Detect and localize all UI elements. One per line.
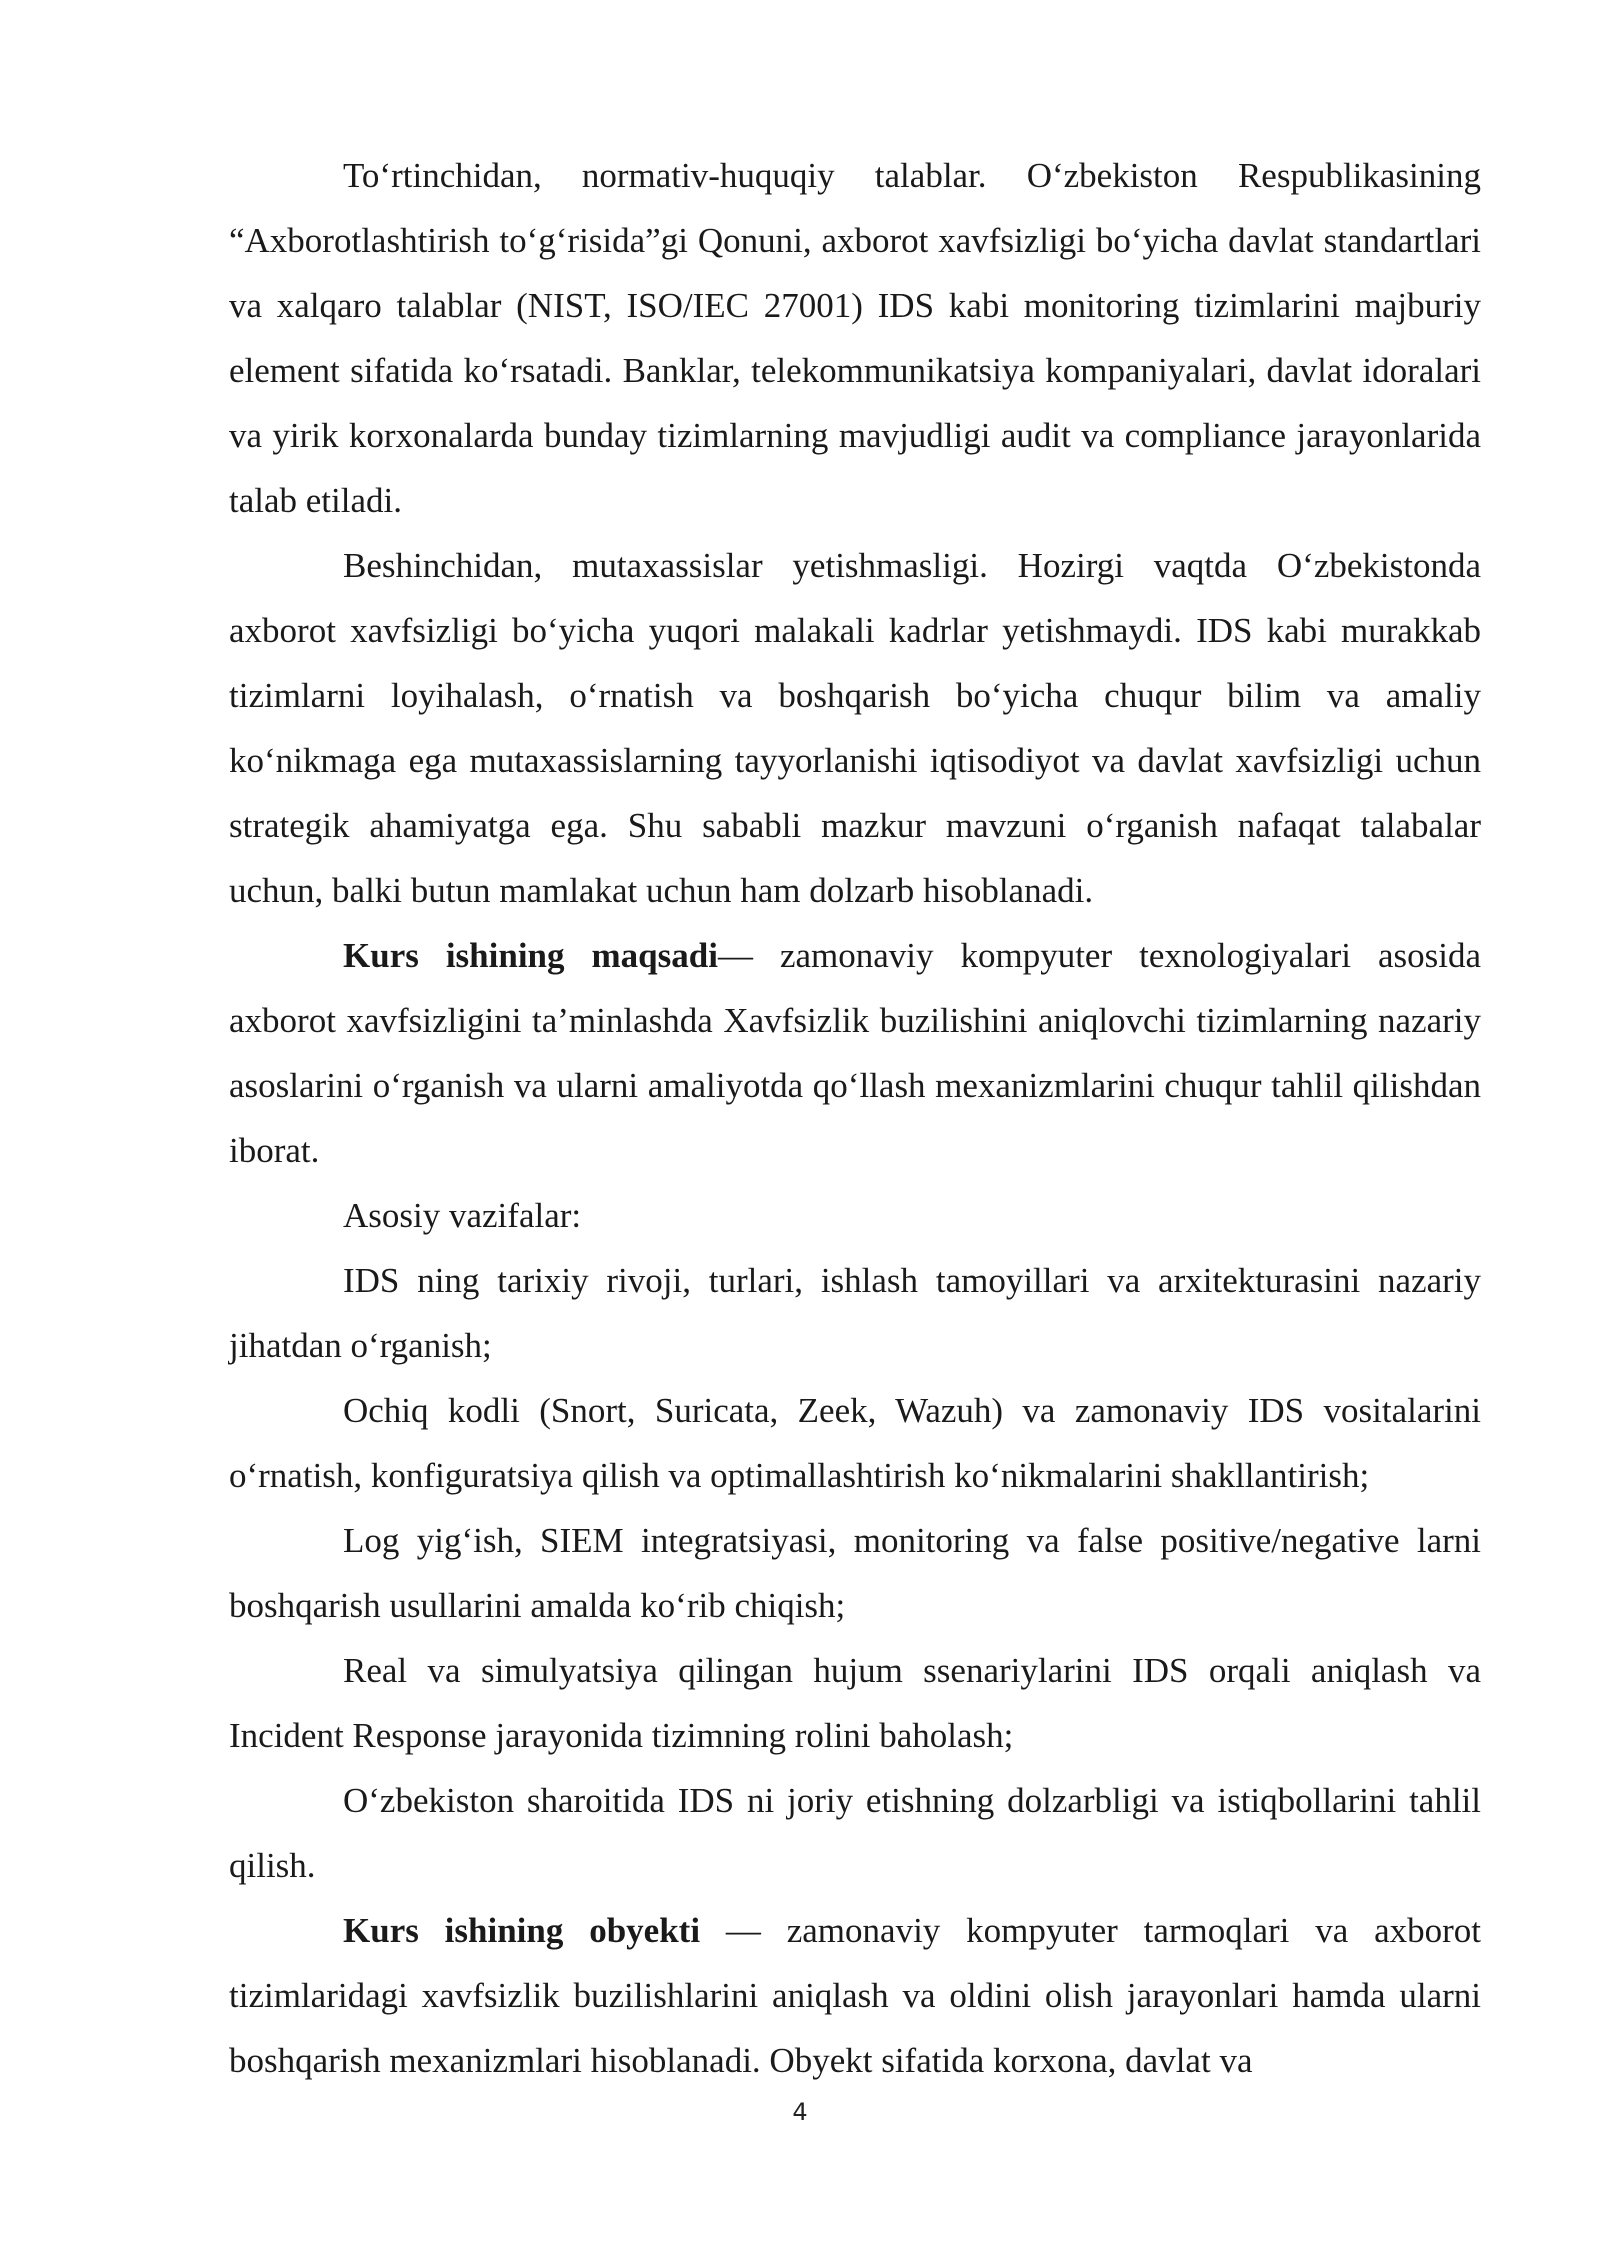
paragraph-task-5 (229, 1768, 1481, 1898)
paragraph-course-object (229, 1898, 1481, 2093)
paragraph-normative-requirements (229, 143, 1481, 533)
paragraph-lead: Kurs ishining obyekti (343, 1911, 701, 1950)
body-text (229, 143, 1481, 2093)
paragraph-course-goal (229, 923, 1481, 1183)
paragraph-text: Ochiq kodli (Snort, Suricata, Zeek, Wazuh) va zamonaviy IDS vositalarini o‘rnatish, konfiguratsiya qilish va optimallashtirish ko‘nikmalarini shakllantirish; (229, 1391, 1481, 1495)
paragraph-task-1 (229, 1248, 1481, 1378)
paragraph-lead: Kurs ishining maqsadi (343, 936, 718, 975)
page-number: 4 (792, 2098, 808, 2126)
paragraph-text: Log yig‘ish, SIEM integratsiyasi, monitoring va false positive/negative larni boshqarish usullarini amalda ko‘rib chiqish; (229, 1521, 1481, 1625)
paragraph-main-tasks-heading (229, 1183, 1481, 1248)
paragraph-specialist-shortage (229, 533, 1481, 923)
paragraph-text: Beshinchidan, mutaxassislar yetishmasligi. Hozirgi vaqtda O‘zbekistonda axborot xavfsizligi bo‘yicha yuqori malakali kadrlar yetishmaydi. IDS kabi murakkab tizimlarni loyihalash, o‘rnatish va boshqarish bo‘yicha chuqur bilim va amaliy ko‘nikmaga ega mutaxassislarning tayyorlanishi iqtisodiyot va davlat xavfsizligi uchun strategik ahamiyatga ega. Shu sababli mazkur mavzuni o‘rganish nafaqat talabalar uchun, balki butun mamlakat uchun ham dolzarb hisoblanadi. (229, 546, 1481, 910)
paragraph-text: — zamonaviy kompyuter tarmoqlari va axborot tizimlaridagi xavfsizlik buzilishlarini aniqlash va oldini olish jarayonlari hamda ularni boshqarish mexanizmlari hisoblanadi. Obyekt sifatida korxona, davlat va (229, 1911, 1481, 2080)
paragraph-text: To‘rtinchidan, normativ-huquqiy talablar. O‘zbekiston Respublikasining “Axborotlashtirish to‘g‘risida”gi Qonuni, axborot xavfsizligi bo‘yicha davlat standartlari va xalqaro talablar (NIST, ISO/IEC 27001) IDS kabi monitoring tizimlarini majburiy element sifatida ko‘rsatadi. Banklar, telekommunikatsiya kompaniyalari, davlat idoralari va yirik korxonalarda bunday tizimlarning mavjudligi audit va compliance jarayonlarida talab etiladi. (229, 156, 1481, 520)
paragraph-text: Real va simulyatsiya qilingan hujum ssenariylarini IDS orqali aniqlash va Incident Response jarayonida tizimning rolini baholash; (229, 1651, 1481, 1755)
paragraph-text: Asosiy vazifalar: (343, 1196, 582, 1235)
paragraph-text: IDS ning tarixiy rivoji, turlari, ishlash tamoyillari va arxitekturasini nazariy jihatdan o‘rganish; (229, 1261, 1481, 1365)
paragraph-text: O‘zbekiston sharoitida IDS ni joriy etishning dolzarbligi va istiqbollarini tahlil qilish. (229, 1781, 1481, 1885)
paragraph-text: — zamonaviy kompyuter texnologiyalari asosida axborot xavfsizligini ta’minlashda Xavfsizlik buzilishini aniqlovchi tizimlarning nazariy asoslarini o‘rganish va ularni amaliyotda qo‘llash mexanizmlarini chuqur tahlil qilishdan iborat. (229, 936, 1482, 1170)
paragraph-task-3 (229, 1508, 1481, 1638)
paragraph-task-4 (229, 1638, 1481, 1768)
paragraph-task-2 (229, 1378, 1481, 1508)
